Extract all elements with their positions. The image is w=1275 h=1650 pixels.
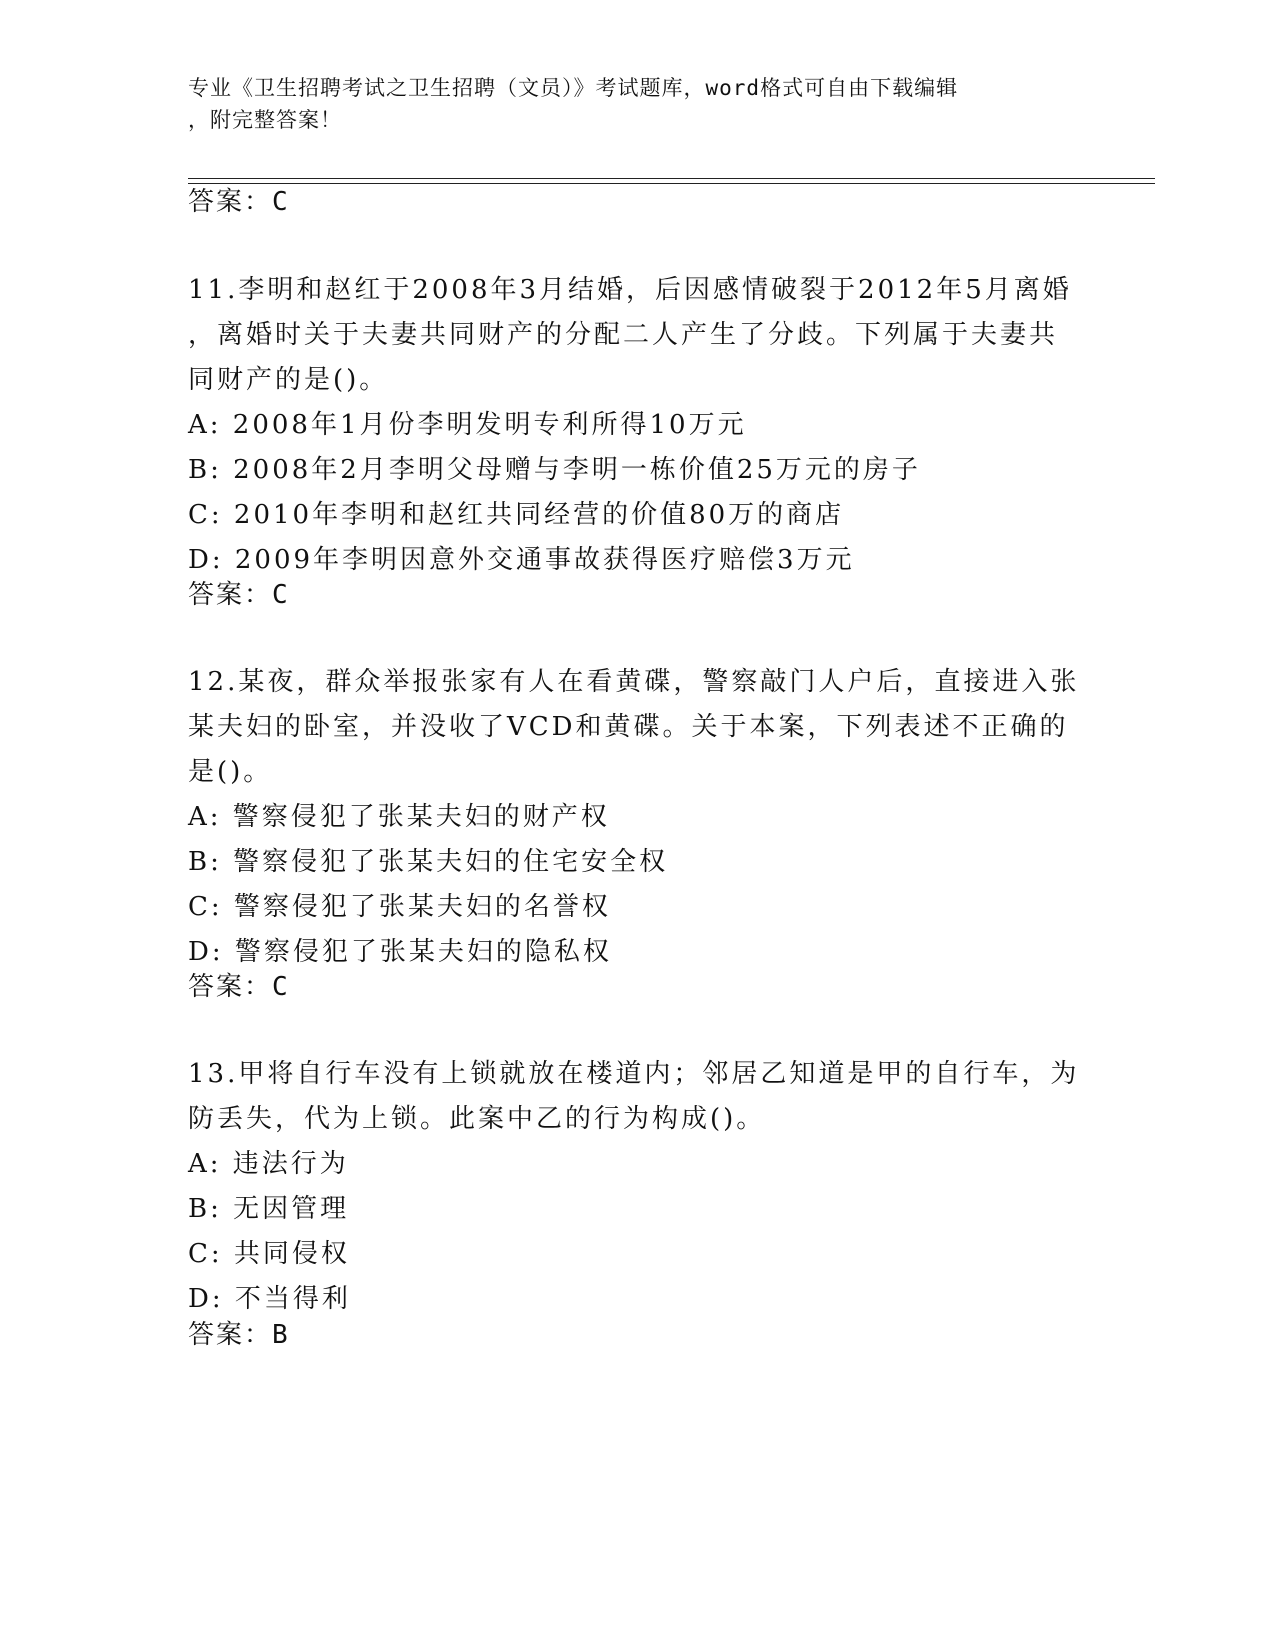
question-stem-line: 13.甲将自行车没有上锁就放在楼道内；邻居乙知道是甲的自行车，为 bbox=[188, 1059, 1080, 1089]
header-rule-top bbox=[188, 178, 1155, 179]
answer-line: 答案：C bbox=[188, 187, 290, 217]
question-11 bbox=[188, 268, 1088, 583]
answer-line: 答案：C bbox=[188, 580, 290, 610]
option-d: D: 2009年李明因意外交通事故获得医疗赔偿3万元 bbox=[188, 545, 855, 575]
option-b: B: 警察侵犯了张某夫妇的住宅安全权 bbox=[188, 847, 669, 877]
header-line-2: ，附完整答案！ bbox=[188, 108, 342, 132]
option-d: D: 警察侵犯了张某夫妇的隐私权 bbox=[188, 937, 612, 967]
header-line-1: 专业《卫生招聘考试之卫生招聘（文员）》考试题库，word格式可自由下载编辑 bbox=[188, 76, 959, 100]
option-c: C: 共同侵权 bbox=[188, 1239, 350, 1269]
question-stem-line: 某夫妇的卧室，并没收了VCD和黄碟。关于本案，下列表述不正确的 bbox=[188, 712, 1069, 742]
option-a: A: 违法行为 bbox=[188, 1149, 349, 1179]
option-c: C: 警察侵犯了张某夫妇的名誉权 bbox=[188, 892, 611, 922]
question-stem-line: 防丢失，代为上锁。此案中乙的行为构成()。 bbox=[188, 1104, 766, 1134]
option-a: A: 2008年1月份李明发明专利所得10万元 bbox=[188, 410, 747, 440]
question-stem-line: 11.李明和赵红于2008年3月结婚，后因感情破裂于2012年5月离婚 bbox=[188, 275, 1072, 305]
document-header bbox=[188, 72, 1088, 136]
question-stem-line: 是()。 bbox=[188, 757, 273, 787]
question-stem-line: 12.某夜，群众举报张家有人在看黄碟，警察敲门人户后，直接进入张 bbox=[188, 667, 1080, 697]
answer-line: 答案：C bbox=[188, 972, 290, 1002]
question-13 bbox=[188, 1052, 1088, 1322]
option-c: C: 2010年李明和赵红共同经营的价值80万的商店 bbox=[188, 500, 845, 530]
question-stem-line: ，离婚时关于夫妻共同财产的分配二人产生了分歧。下列属于夫妻共 bbox=[188, 320, 1059, 350]
option-d: D: 不当得利 bbox=[188, 1284, 351, 1314]
option-b: B: 2008年2月李明父母赠与李明一栋价值25万元的房子 bbox=[188, 455, 921, 485]
header-rule-bottom bbox=[188, 183, 1155, 184]
question-stem-line: 同财产的是()。 bbox=[188, 365, 389, 395]
answer-line: 答案：B bbox=[188, 1320, 290, 1350]
option-a: A: 警察侵犯了张某夫妇的财产权 bbox=[188, 802, 610, 832]
question-12 bbox=[188, 660, 1088, 975]
option-b: B: 无因管理 bbox=[188, 1194, 350, 1224]
